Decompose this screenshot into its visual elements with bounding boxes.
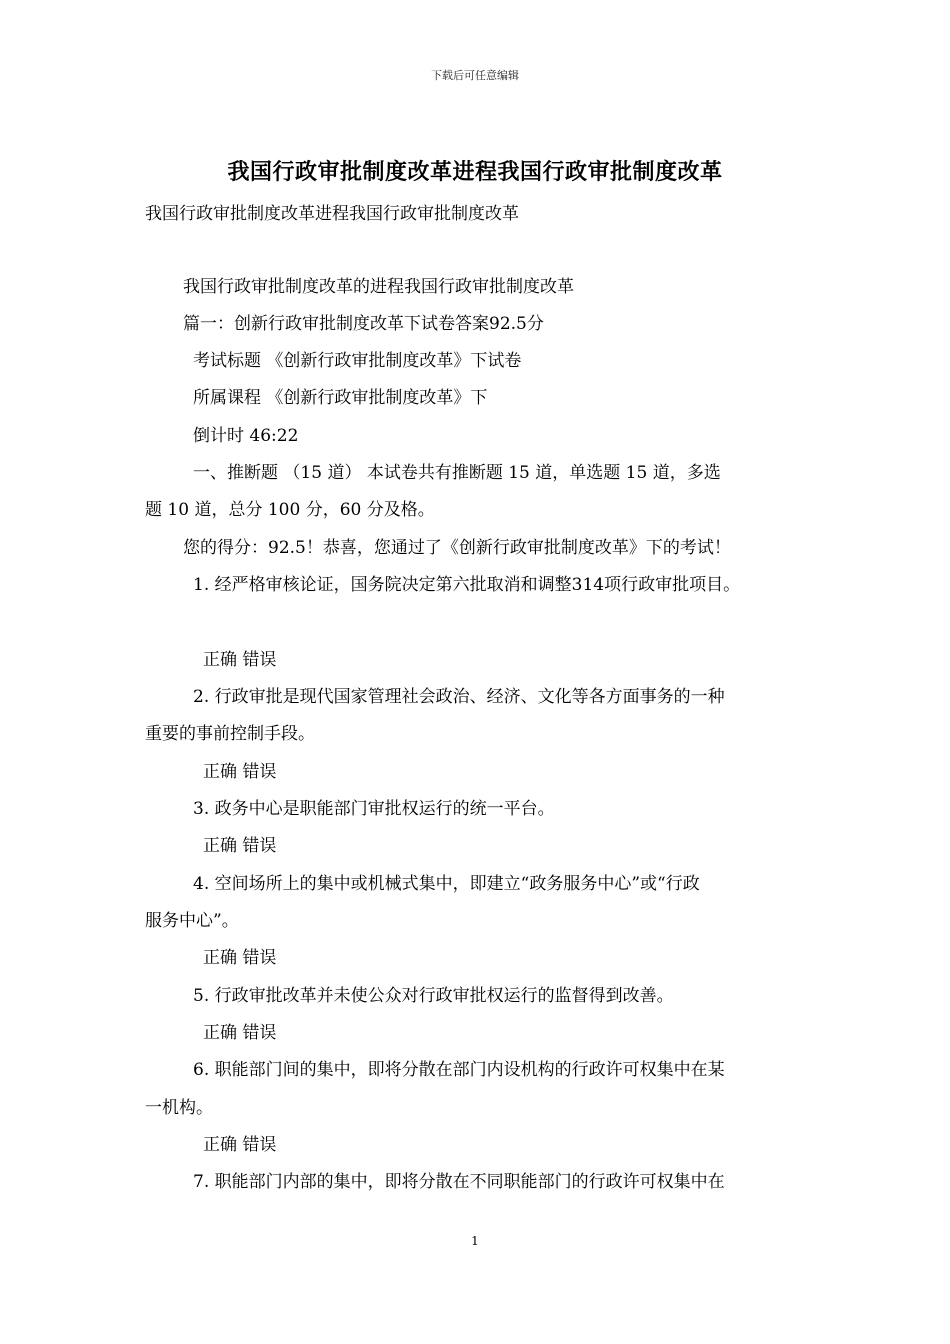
chapter-heading: 篇一：创新行政审批制度改革下试卷答案92.5分 [183,314,544,334]
header-note: 下载后可任意编辑 [431,69,519,82]
question-4-line-1: 4. 空间场所上的集中或机械式集中，即建立“政务服务中心”或“行政 [193,874,700,894]
course-name: 所属课程 《创新行政审批制度改革》下 [193,388,488,408]
answer-options-1: 正确 错误 [203,650,277,670]
question-7: 7. 职能部门内部的集中，即将分散在不同职能部门的行政许可权集中在 [193,1172,725,1192]
exam-title: 考试标题 《创新行政审批制度改革》下试卷 [193,351,522,371]
question-2-line-1: 2. 行政审批是现代国家管理社会政治、经济、文化等各方面事务的一种 [193,687,725,707]
score-line: 您的得分：92.5！恭喜，您通过了《创新行政审批制度改革》下的考试！ [183,538,731,558]
section-line-2: 题 10 道，总分 100 分，60 分及格。 [145,500,435,520]
answer-options-4: 正确 错误 [203,948,277,968]
question-5: 5. 行政审批改革并未使公众对行政审批权运行的监督得到改善。 [193,986,674,1006]
question-6-line-1: 6. 职能部门间的集中，即将分散在部门内设机构的行政许可权集中在某 [193,1060,725,1080]
countdown: 倒计时 46:22 [193,426,299,446]
answer-options-2: 正确 错误 [203,762,277,782]
document-title: 我国行政审批制度改革进程我国行政审批制度改革 [227,159,723,185]
question-4-line-2: 服务中心”。 [145,911,239,931]
section-line-1: 一、推断题 （15 道） 本试卷共有推断题 15 道，单选题 15 道，多选 [193,463,721,483]
answer-options-5: 正确 错误 [203,1023,277,1043]
question-6-line-2: 一机构。 [145,1098,213,1118]
intro-paragraph: 我国行政审批制度改革的进程我国行政审批制度改革 [183,277,574,297]
subtitle: 我国行政审批制度改革进程我国行政审批制度改革 [145,204,519,224]
question-2-line-2: 重要的事前控制手段。 [145,724,315,744]
page-number: 1 [471,1234,479,1248]
question-3: 3. 政务中心是职能部门审批权运行的统一平台。 [193,799,555,819]
answer-options-3: 正确 错误 [203,836,277,856]
answer-options-6: 正确 错误 [203,1135,277,1155]
question-1: 1. 经严格审核论证，国务院决定第六批取消和调整314项行政审批项目。 [193,575,741,595]
